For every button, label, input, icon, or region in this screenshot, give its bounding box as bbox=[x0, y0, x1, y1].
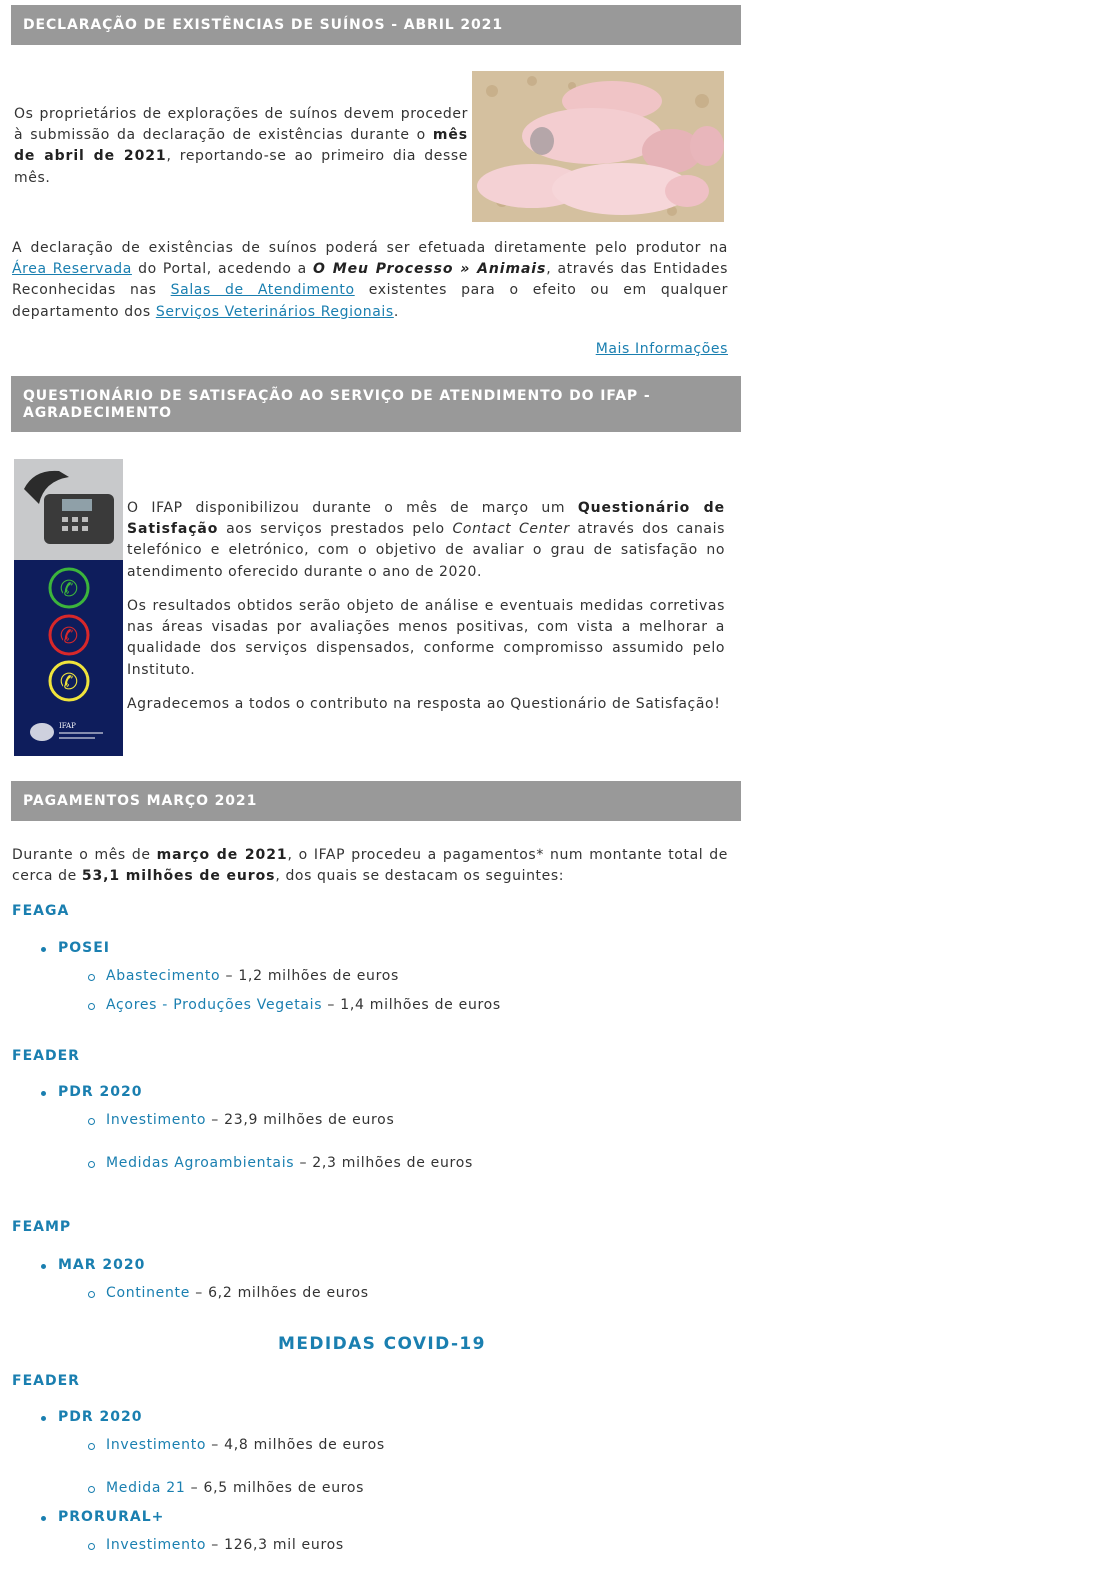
survey-paragraph-1 bbox=[127, 498, 725, 583]
text: , através das Entidades Reconhecidas nas bbox=[12, 261, 728, 299]
piglets-image bbox=[472, 71, 724, 222]
program-item: PDR 2020 bbox=[58, 1084, 143, 1100]
program-item: PRORURAL+ bbox=[58, 1509, 165, 1525]
measure-value: – 23,9 milhões de euros bbox=[206, 1112, 395, 1128]
section-title-bar bbox=[11, 5, 741, 45]
measure-name: Investimento bbox=[106, 1112, 207, 1128]
intro-paragraph bbox=[14, 104, 468, 189]
declaration-paragraph bbox=[12, 238, 728, 323]
measure-item bbox=[106, 997, 501, 1013]
italic-text: Contact Center bbox=[452, 521, 570, 538]
covid-heading: MEDIDAS COVID-19 bbox=[278, 1334, 486, 1354]
program-item: POSEI bbox=[58, 940, 111, 956]
measure-value: – 4,8 milhões de euros bbox=[206, 1437, 385, 1453]
fund-heading: FEAMP bbox=[12, 1219, 72, 1235]
measure-value: – 6,2 milhões de euros bbox=[190, 1285, 369, 1301]
bold-text: 53,1 milhões de euros bbox=[81, 868, 276, 885]
section-title: QUESTIONÁRIO DE SATISFAÇÃO AO SERVIÇO DE ATENDIMENTO DO IFAP - AGRADECIMENTO bbox=[23, 388, 651, 421]
more-info-link[interactable]: Mais Informações bbox=[595, 341, 728, 357]
measure-value: – 1,4 milhões de euros bbox=[322, 997, 501, 1013]
fund-heading: FEADER bbox=[12, 1048, 80, 1064]
section-title-bar bbox=[11, 376, 741, 432]
fund-heading: FEADER bbox=[12, 1373, 80, 1389]
section-title: DECLARAÇÃO DE EXISTÊNCIAS DE SUÍNOS - ABRIL 2021 bbox=[23, 17, 503, 33]
measure-name: Açores - Produções Vegetais bbox=[106, 997, 323, 1013]
text: , o IFAP procedeu a pagamentos* num montante total de cerca de bbox=[12, 847, 729, 885]
measure-name: Medidas Agroambientais bbox=[106, 1155, 295, 1171]
measure-item bbox=[106, 1112, 394, 1128]
text: , dos quais se destacam os seguintes: bbox=[275, 868, 565, 885]
servicos-veterinarios-link[interactable]: Serviços Veterinários Regionais bbox=[155, 303, 394, 320]
measure-name: Abastecimento bbox=[106, 968, 221, 984]
salas-atendimento-link[interactable]: Salas de Atendimento bbox=[170, 282, 355, 299]
payments-intro bbox=[12, 845, 728, 887]
text: existentes para o efeito ou em qualquer departamento dos bbox=[12, 282, 729, 320]
measure-name: Continente bbox=[106, 1285, 191, 1301]
measure-value: – 6,5 milhões de euros bbox=[185, 1480, 365, 1496]
text: A declaração de existências de suínos poderá ser efetuada diretamente pelo produtor na bbox=[12, 240, 728, 256]
svg-text:IFAP: IFAP bbox=[59, 722, 76, 730]
program-item: MAR 2020 bbox=[58, 1257, 146, 1273]
text: aos serviços prestados pelo bbox=[218, 521, 453, 538]
bold-italic-text: O Meu Processo » Animais bbox=[313, 261, 547, 278]
svg-text:✆: ✆ bbox=[59, 624, 79, 649]
bold-text: março de 2021 bbox=[156, 847, 288, 863]
survey-paragraph-3: Agradecemos a todos o contributo na resposta ao Questionário de Satisfação! bbox=[127, 696, 721, 712]
measure-name: Investimento bbox=[106, 1537, 207, 1553]
svg-text:✆: ✆ bbox=[59, 577, 79, 602]
text: através dos canais telefónico e eletrónico, com o objetivo de avaliar o grau de satisfação no atendimento oferecido durante o ano de 2020. bbox=[127, 521, 725, 580]
measure-item bbox=[106, 1155, 473, 1171]
text: O IFAP disponibilizou durante o mês de março um bbox=[127, 500, 578, 516]
measure-item bbox=[106, 1437, 385, 1453]
text: , reportando-se ao primeiro dia desse mês. bbox=[14, 148, 469, 186]
svg-text:✆: ✆ bbox=[59, 670, 79, 695]
text: Os proprietários de explorações de suínos devem proceder à submissão da declaração de existências durante o bbox=[14, 106, 468, 144]
bold-text: Questionário de Satisfação bbox=[127, 500, 725, 538]
measure-item bbox=[106, 1285, 369, 1301]
bold-text: mês de abril de 2021 bbox=[14, 127, 468, 165]
measure-item bbox=[106, 1537, 344, 1553]
area-reservada-link[interactable]: Área Reservada bbox=[12, 261, 132, 278]
text: Durante o mês de bbox=[12, 847, 157, 863]
measure-item bbox=[106, 1480, 364, 1496]
measure-name: Medida 21 bbox=[106, 1480, 186, 1496]
measure-value: – 2,3 milhões de euros bbox=[294, 1155, 473, 1171]
survey-paragraph-2: Os resultados obtidos serão objeto de análise e eventuais medidas corretivas nas áreas visadas por avaliações menos positivas, com vista a melhorar a qualidade dos serviços dispensados, conforme compromisso assumido pelo Instituto. bbox=[127, 598, 725, 678]
fund-heading: FEAGA bbox=[12, 903, 70, 919]
measure-value: – 126,3 mil euros bbox=[206, 1537, 344, 1553]
text: . bbox=[393, 303, 399, 320]
program-item: PDR 2020 bbox=[58, 1409, 143, 1425]
section-title: PAGAMENTOS MARÇO 2021 bbox=[23, 793, 258, 809]
phone-image bbox=[14, 459, 123, 756]
measure-name: Investimento bbox=[106, 1437, 207, 1453]
measure-value: – 1,2 milhões de euros bbox=[220, 968, 399, 984]
measure-item bbox=[106, 968, 399, 984]
section-title-bar bbox=[11, 781, 741, 821]
text: do Portal, acedendo a bbox=[131, 261, 314, 278]
